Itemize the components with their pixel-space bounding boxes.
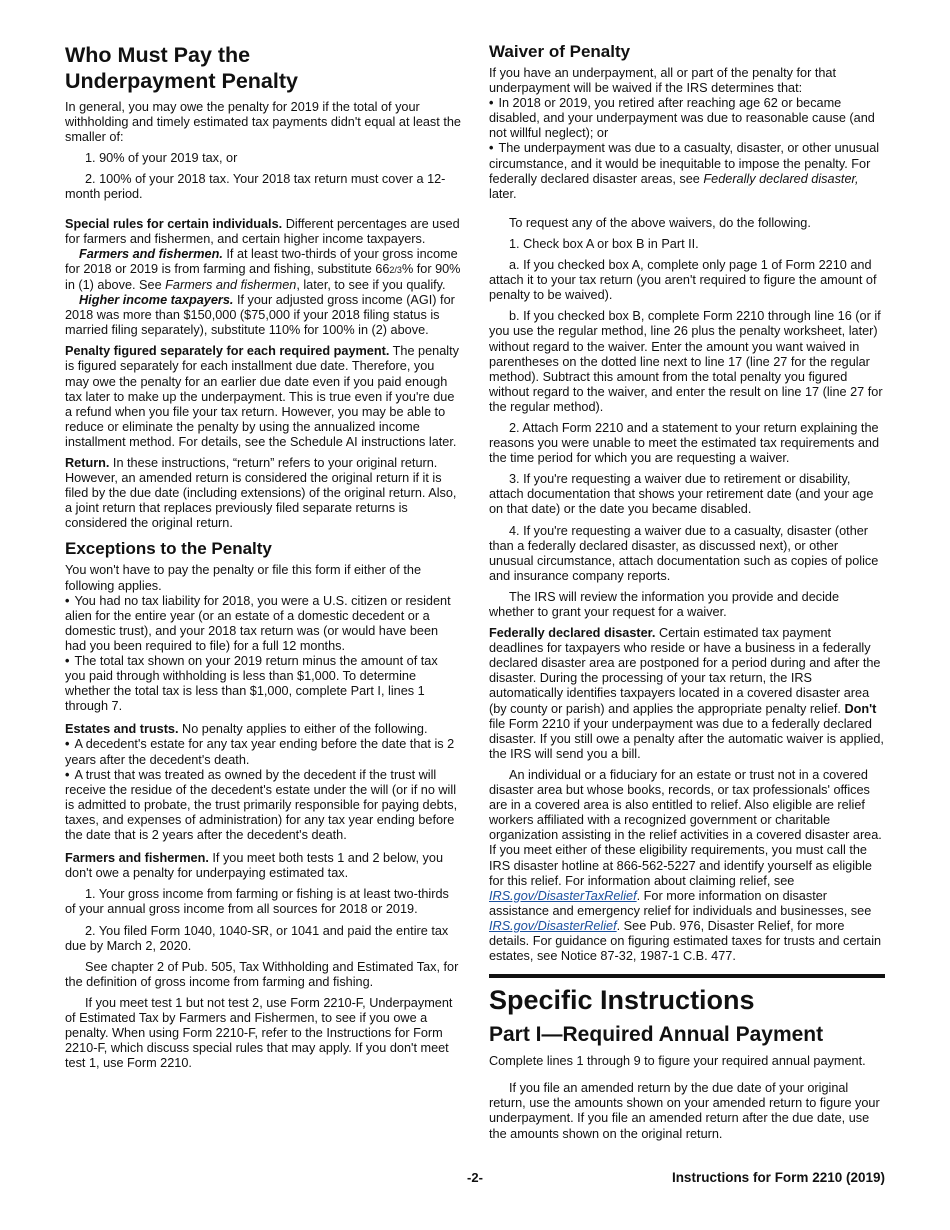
footer-title: Instructions for Form 2210 (2019) <box>671 1170 885 1185</box>
federally-declared-paragraph: Federally declared disaster. Certain estimated tax payment deadlines for taxpayers who reside or have a business in a federally declared disaster area are postponed for a period during and after the disaster. During the processing of your tax return, the IRS automatically identifies taxpayers located in a covered disaster area (by county or parish) and applies the appropriate penalty relief. Don't file Form 2210 if your underpayment was due to a federally declared disaster. If you still owe a penalty after the automatic waiver is applied, the IRS will send you a bill. <box>489 626 884 761</box>
list-item: 1. Your gross income from farming or fishing is at least two-thirds of your annual gross income from all sources for 2018 or 2019. <box>65 887 449 917</box>
left-column <box>65 40 461 1077</box>
disaster-relief-paragraph: An individual or a fiduciary for an estate or trust not in a covered disaster area but whose books, records, or tax professionals' offices are in a covered area is also entitled to relief. Also eligible are relief workers affiliated with a recognized government or charitable organization assisting in the relief activities in a covered disaster area. If you meet either of these eligibility requirements, you must call the IRS disaster hotline at 866-562-5227 and identify yourself as eligible for this relief. For information about claiming relief, see IRS.gov/DisasterTaxRelief. For more information on disaster assistance and emergency relief for individuals and businesses, see IRS.gov/DisasterRelief. See Pub. 976, Disaster Relief, for more details. For guidance on figuring estimated taxes for trusts and certain estates, see Notice 87-32, 1987-1 C.B. 477. <box>489 767 882 964</box>
list-item: b. If you checked box B, complete Form 2210 through line 16 (or if you use the regular method, line 26 plus the penalty worksheet, later) without regard to the waiver. Enter the amount you want waived in parentheses on the dotted line next to line 17 (line 27 for the regular method). Subtract this amount from the total penalty you figured without regard to the waiver, and enter the result on line 17 (line 27 for the regular method). <box>489 309 883 414</box>
part-i-heading: Part I—Required Annual Payment <box>489 1023 824 1047</box>
higher-income-paragraph: Higher income taxpayers. If your adjusted gross income (AGI) for 2018 was more than $150,000 ($75,000 if your 2018 filing status is married filing separately), substitute 110% for 100% in (2) above. <box>65 293 455 338</box>
request-paragraph: To request any of the above waivers, do the following. <box>509 215 811 230</box>
section-title-who-must-pay: Who Must Pay the Underpayment Penalty <box>65 43 298 93</box>
list-item: • You had no tax liability for 2018, you were a U.S. citizen or resident alien for the entire year (or an estate of a domestic decedent or a domestic trust), and your 2018 tax return was (or would have been had you been required to file) for a full 12 months. <box>65 594 461 654</box>
part-i-intro: Complete lines 1 through 9 to figure your required annual payment. <box>489 1054 866 1069</box>
penalty-separately-paragraph: Penalty figured separately for each required payment. The penalty is figured separately for each installment due date. Therefore, you may owe the penalty for an earlier due date even if you paid enough tax later to make up the underpayment. This is true even if you're due a refund when you file your tax return. However, you may be able to reduce or eliminate the penalty by using the annualized income installment method. For details, see the Schedule AI instructions later. <box>65 344 459 449</box>
estates-paragraph: Estates and trusts. No penalty applies to either of the following. <box>65 722 428 737</box>
list-item: 4. If you're requesting a waiver due to a casualty, disaster (other than a federally declared disaster, as discussed next), or other unusual circumstance, attach documentation such as copies of police and insurance company reports. <box>489 523 879 583</box>
form-2210f-paragraph: If you meet test 1 but not test 2, use Form 2210-F, Underpayment of Estimated Tax by Farmers and Fishermen, to see if you owe a penalty. When using Form 2210-F, refer to the Instructions for Form 2210-F, which discuss special rules that may apply. If you don't meet test 1, use Form 2210. <box>65 995 453 1071</box>
waiver-heading: Waiver of Penalty <box>489 42 631 61</box>
exceptions-heading: Exceptions to the Penalty <box>65 539 272 559</box>
list-item: • The underpayment was due to a casualty, disaster, or other unusual circumstance, and it would be inequitable to impose the penalty. For federally declared disaster areas, see Federally declared disaster, later. <box>489 141 885 201</box>
list-item: 1. 90% of your 2019 tax, or <box>85 151 238 166</box>
right-column <box>489 40 885 1148</box>
special-rules-paragraph: Special rules for certain individuals. Different percentages are used for farmers and fishermen, and certain higher income taxpayers. <box>65 216 460 246</box>
farmers-fishermen-paragraph: Farmers and fishermen. If you meet both tests 1 and 2 below, you don't owe a penalty for underpaying estimated tax. <box>65 851 444 881</box>
list-item: • A decedent's estate for any tax year ending before the date that is 2 years after the decedent's death. <box>65 737 461 767</box>
amended-return-paragraph: If you file an amended return by the due date of your original return, use the amounts shown on your amended return to figure your underpayment. If you file an amended return after the due date, use the amounts shown on the original return. <box>489 1081 880 1141</box>
list-item: 1. Check box A or box B in Part II. <box>509 236 699 251</box>
list-item: • In 2018 or 2019, you retired after reaching age 62 or became disabled, and your underpayment was due to reasonable cause (and not willful neglect); or <box>489 96 885 141</box>
section-divider <box>489 974 885 978</box>
list-item: 3. If you're requesting a waiver due to retirement or disability, attach documentation that shows your retirement date (and your age on that date) or the date you became disabled. <box>489 472 874 517</box>
see-chapter-paragraph: See chapter 2 of Pub. 505, Tax Withholding and Estimated Tax, for the definition of gross income from farming and fishing. <box>65 959 459 989</box>
list-item: • The total tax shown on your 2019 return minus the amount of tax you paid through withholding is less than $1,000. To determine whether the total tax is less than $1,000, complete Part I, lines 1 through 7. <box>65 654 461 714</box>
waiver-intro: If you have an underpayment, all or part of the penalty for that underpayment will be waived if the IRS determines that: <box>489 66 837 96</box>
farmers-paragraph: Farmers and fishermen. If at least two-thirds of your gross income for 2018 or 2019 is from farming and fishing, substitute 662/3% for 90% in (1) above. See Farmers and fishermen, later, to see if you qualify. <box>65 246 461 292</box>
list-item: 2. 100% of your 2018 tax. Your 2018 tax return must cover a 12-month period. <box>65 172 446 202</box>
disaster-tax-relief-link[interactable]: IRS.gov/DisasterTaxRelief <box>489 888 637 903</box>
page-number: -2- <box>467 1170 483 1185</box>
list-item: a. If you checked box A, complete only page 1 of Form 2210 and attach it to your tax return (you aren't required to figure the amount of penalty to be waived). <box>489 258 877 303</box>
intro-paragraph: In general, you may owe the penalty for 2019 if the total of your withholding and timely estimated tax payments didn't equal at least the smaller of: <box>65 100 461 145</box>
list-item: 2. Attach Form 2210 and a statement to your return explaining the reasons you were unable to meet the estimated tax requirements and the time period for which you are requesting a waiver. <box>489 420 880 466</box>
specific-instructions-heading: Specific Instructions <box>489 985 755 1016</box>
disaster-relief-link[interactable]: IRS.gov/DisasterRelief <box>489 918 617 933</box>
list-item: 2. You filed Form 1040, 1040-SR, or 1041 and paid the entire tax due by March 2, 2020. <box>65 923 449 953</box>
list-item: • A trust that was treated as owned by the decedent if the trust will receive the residue of the decedent's estate under the will (or if no will is admitted to probate, the trust primarily responsible for paying debts, taxes, and expenses of administration) for any tax year ending before the date that is 2 years after the decedent's death. <box>65 768 461 843</box>
review-paragraph: The IRS will review the information you provide and decide whether to grant your request for a waiver. <box>489 589 840 619</box>
exceptions-intro: You won't have to pay the penalty or file this form if either of the following applies. <box>65 563 421 593</box>
return-paragraph: Return. In these instructions, “return” refers to your original return. However, an amended return is considered the original return if it is filed by the due date (including extensions) of the original return. Also, a joint return that replaces previously filed separate returns is considered the original return. <box>65 455 457 531</box>
